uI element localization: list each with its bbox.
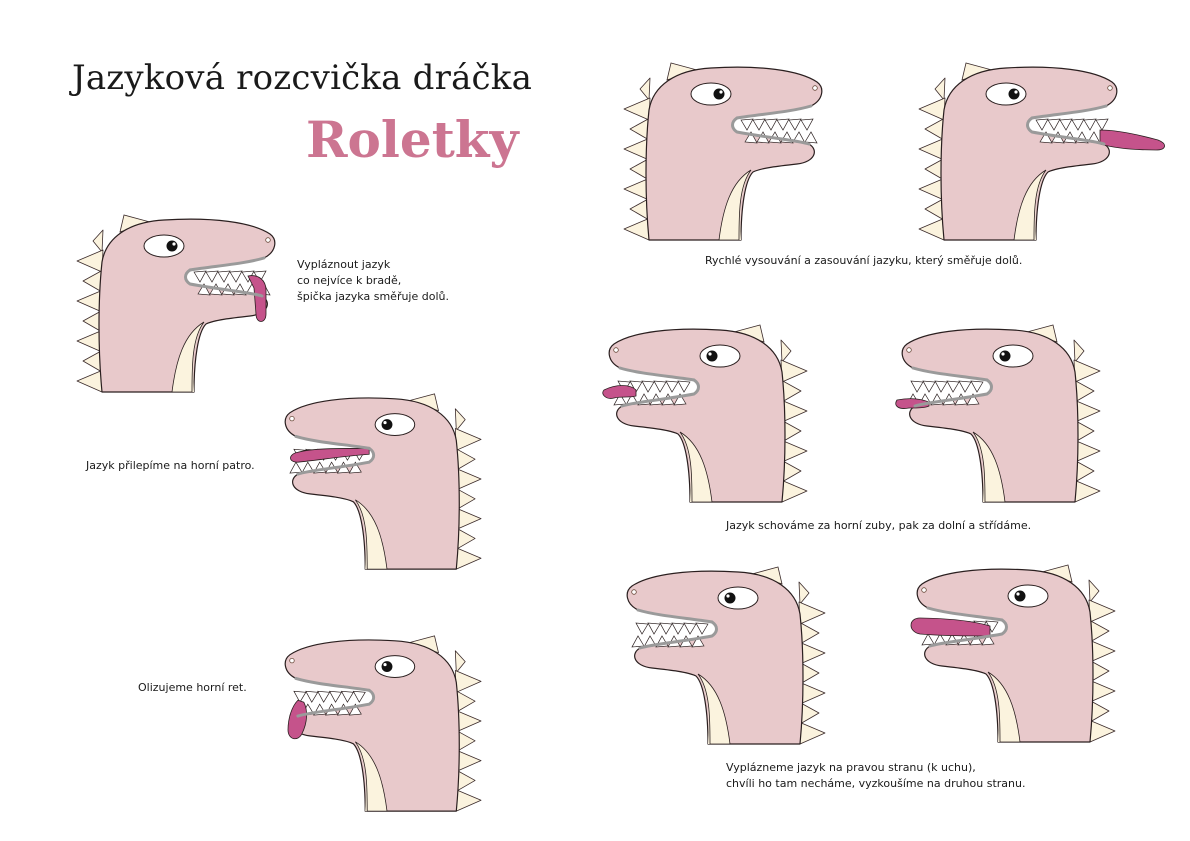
caption-line: chvíli ho tam necháme, vyzkoušíme na druhou stranu. [726,777,1026,790]
back-spike [799,602,825,624]
back-spike [624,98,650,120]
nostril [907,348,912,353]
back-spike [1089,720,1115,742]
caption-line: Olizujeme horní ret. [138,681,247,694]
dino-figure [896,325,1100,502]
caption-lip [138,680,247,696]
dino-side-left [630,562,830,747]
back-spike [781,480,807,502]
eye-shine [383,663,386,666]
eye-white [375,414,415,436]
back-spike [781,360,807,382]
caption-chin [297,257,449,305]
caption-line: Jazyk schováme za horní zuby, pak za dolní a střídáme. [726,519,1032,532]
pupil [1000,351,1011,362]
back-spike [1089,580,1099,602]
dino-palate [288,388,486,573]
back-spike [77,250,103,272]
back-spike [1074,340,1084,362]
dino-figure [285,394,481,569]
eye-shine [172,242,175,245]
back-spike [77,370,103,392]
back-spike [919,98,945,120]
eye-white [718,587,758,609]
eye-shine [1014,90,1017,93]
page-title: Jazyková rozcvička dráčka [72,58,533,98]
back-spike [455,651,465,673]
back-spike [455,671,481,693]
back-spike [781,340,791,362]
page-subtitle: Roletky [306,110,519,169]
dino-figure [624,63,822,240]
back-spike [935,78,945,100]
back-spike [799,582,809,604]
pupil [382,661,393,672]
pupil [714,89,725,100]
dino-figure [627,567,825,744]
dino-figure [285,636,481,811]
dino-inout-closed [615,58,823,243]
back-spike [799,722,825,744]
back-spike [1074,480,1100,502]
pupil [1015,591,1026,602]
nostril [290,658,295,663]
dino-inout-out [910,58,1118,243]
back-spike [1074,360,1100,382]
back-spike [919,218,945,240]
pupil [725,593,736,604]
back-spike [93,230,103,252]
nostril [290,416,295,421]
pupil [167,241,178,252]
eye-white [986,83,1026,105]
nostril [266,238,271,243]
eye-shine [1001,352,1004,355]
dino-chin [68,210,276,395]
caption-line: Rychlé vysouvání a zasouvání jazyku, který směřuje dolů. [705,254,1023,267]
eye-white [375,656,415,678]
nostril [813,86,818,91]
dino-side-right [920,560,1120,745]
dino-figure [919,63,1165,240]
pupil [1009,89,1020,100]
eye-white [144,235,184,257]
eye-white [700,345,740,367]
caption-inout [705,253,1022,269]
nostril [922,588,927,593]
eye-shine [1016,592,1019,595]
eye-white [993,345,1033,367]
dino-figure [603,325,807,502]
back-spike [624,218,650,240]
caption-side [726,760,1025,792]
tongue [1100,130,1165,150]
caption-line: špička jazyka směřuje dolů. [297,290,449,303]
caption-line: Jazyk přilepíme na horní patro. [86,459,255,472]
back-spike [455,547,481,569]
dino-teeth-lower [905,320,1105,505]
nostril [632,590,637,595]
caption-line: co nejvíce k bradě, [297,274,402,287]
back-spike [640,78,650,100]
dino-figure [77,215,275,392]
eye-white [691,83,731,105]
caption-line: Vyplázneme jazyk na pravou stranu (k uchu), [726,761,976,774]
back-spike [455,409,465,431]
dino-teeth-upper [612,320,812,505]
eye-white [1008,585,1048,607]
dino-figure [911,565,1115,742]
pupil [707,351,718,362]
nostril [614,348,619,353]
caption-palate [86,458,255,474]
nostril [1108,86,1113,91]
eye-shine [726,594,729,597]
back-spike [1089,600,1115,622]
eye-shine [719,90,722,93]
back-spike [455,789,481,811]
pupil [382,419,393,430]
caption-line: Vypláznout jazyk [297,258,391,271]
eye-shine [383,421,386,424]
dino-lip [288,630,486,815]
eye-shine [708,352,711,355]
tongue [603,386,636,399]
caption-teeth [726,518,1031,534]
back-spike [455,429,481,451]
